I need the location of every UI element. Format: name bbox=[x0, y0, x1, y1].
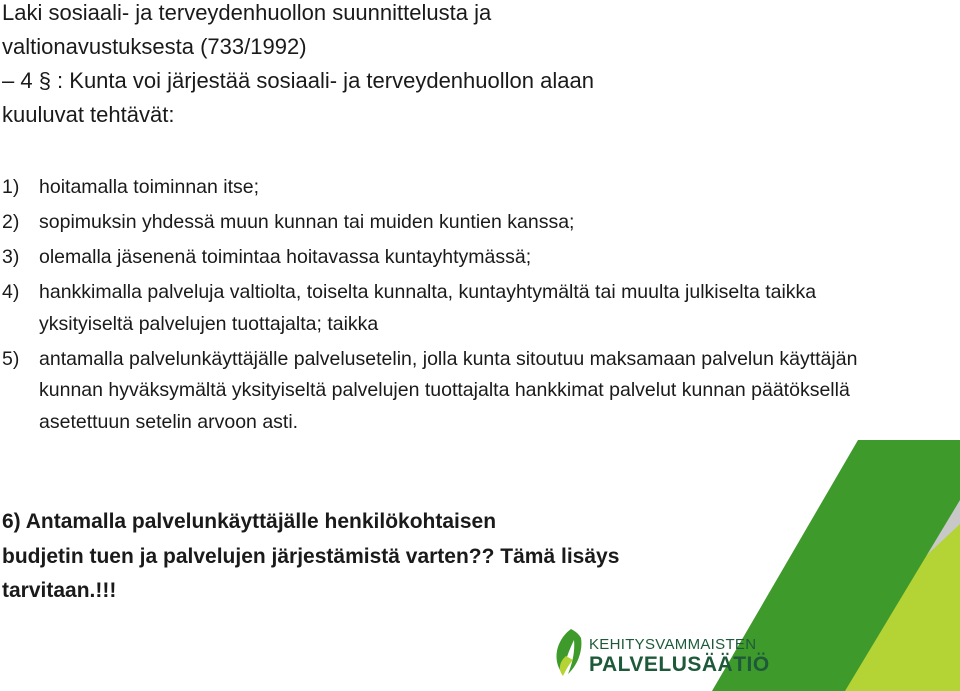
proposal-line: 6) Antamalla palvelunkäyttäjälle henkilökohtaisen bbox=[2, 510, 497, 533]
list-item bbox=[2, 172, 882, 204]
heading-line: valtionavustuksesta (733/1992) bbox=[2, 34, 307, 59]
proposal-note bbox=[2, 505, 862, 608]
heading-line: – 4 § : Kunta voi järjestää sosiaali- ja terveydenhuollon alaan bbox=[2, 68, 594, 93]
item-text: hankkimalla palveluja valtiolta, toiselta kunnalta, kuntayhtymältä tai muulta julkiselta taikka yksityiseltä palvelujen tuottajalta; taikka bbox=[39, 281, 817, 335]
item-number: 1) bbox=[2, 176, 20, 198]
list-item bbox=[2, 344, 882, 439]
item-text: antamalla palvelunkäyttäjälle palvelusetelin, jolla kunta sitoutuu maksamaan palvelun käyttäjän kunnan hyväksymältä yksityiseltä palvelujen tuottajalta hankkimat palvelut kunnan päätöksellä asetettuun setelin arvoon asti. bbox=[39, 347, 858, 433]
heading-line: Laki sosiaali- ja terveydenhuollon suunnittelusta ja bbox=[2, 0, 492, 25]
list-item bbox=[2, 277, 882, 340]
provision-list bbox=[2, 172, 882, 442]
item-text: sopimuksin yhdessä muun kunnan tai muiden kuntien kanssa; bbox=[39, 211, 575, 233]
heading-line: kuuluvat tehtävät: bbox=[2, 102, 175, 127]
item-number: 4) bbox=[2, 281, 20, 303]
proposal-line: tarvitaan.!!! bbox=[2, 579, 117, 602]
item-number: 5) bbox=[2, 347, 20, 370]
list-item bbox=[2, 242, 882, 274]
logo-line-1: KEHITYSVAMMAISTEN bbox=[589, 636, 757, 653]
item-number: 2) bbox=[2, 211, 20, 233]
logo-line-2: PALVELUSÄÄTIÖ bbox=[589, 653, 770, 676]
proposal-line: budjetin tuen ja palvelujen järjestämistä varten?? Tämä lisäys bbox=[2, 545, 620, 568]
list-item bbox=[2, 207, 882, 239]
item-text: hoitamalla toiminnan itse; bbox=[39, 176, 260, 198]
logo-wordmark bbox=[589, 637, 770, 677]
heading bbox=[2, 0, 902, 132]
item-text: olemalla jäsenenä toimintaa hoitavassa kuntayhtymässä; bbox=[39, 246, 532, 268]
item-number: 3) bbox=[2, 246, 20, 268]
